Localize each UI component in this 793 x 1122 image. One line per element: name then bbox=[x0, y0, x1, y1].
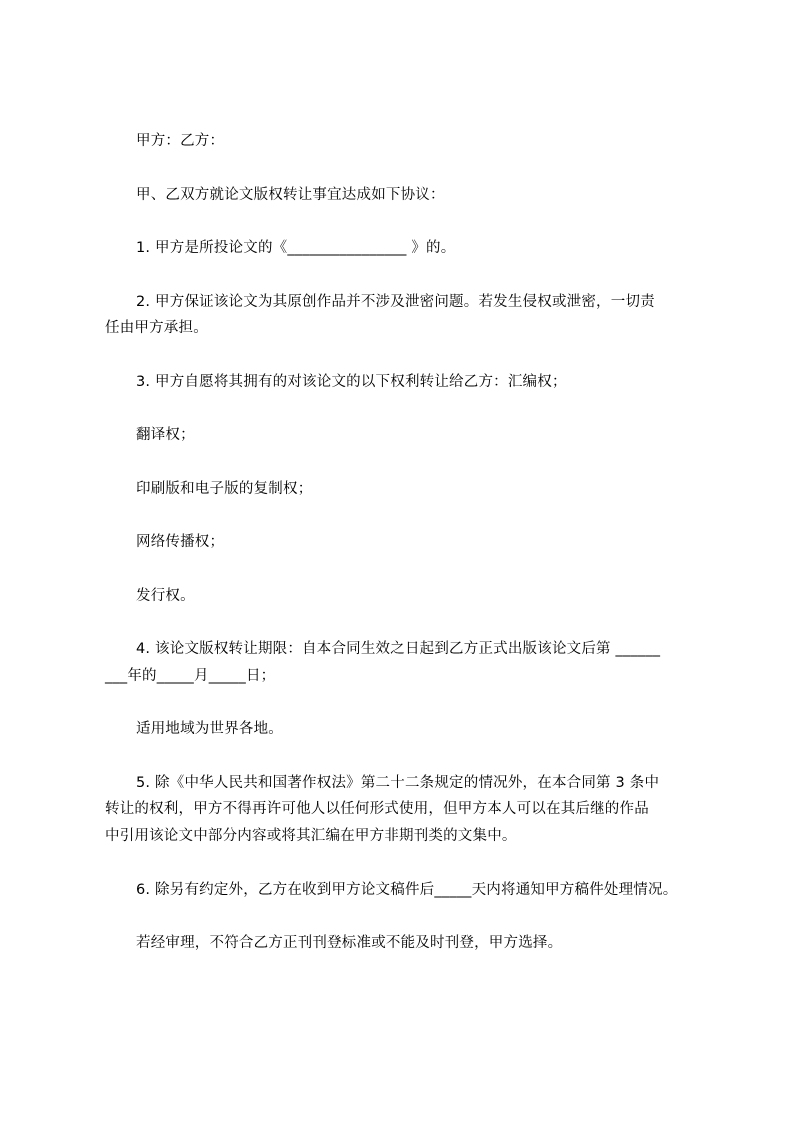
right-distribution: 发行权。 bbox=[136, 588, 195, 604]
clause-2-line-2: 任由甲方承担。 bbox=[105, 320, 208, 336]
right-copy: 印刷版和电子版的复制权； bbox=[136, 481, 313, 497]
clause-2-line-1: 2. 甲方保证该论文为其原创作品并不涉及泄密问题。若发生侵权或泄密，一切责 bbox=[136, 294, 655, 310]
clause-1: 1. 甲方是所投论文的《________________ 》的。 bbox=[136, 240, 456, 256]
right-network: 网络传播权； bbox=[136, 534, 225, 550]
intro-line: 甲、乙双方就论文版权转让事宜达成如下协议： bbox=[136, 187, 445, 203]
clause-5-line-2: 转让的权利，甲方不得再许可他人以任何形式使用，但甲方本人可以在其后继的作品 bbox=[105, 801, 649, 817]
clause-4-line-1: 4. 该论文版权转让期限：自本合同生效之日起到乙方正式出版该论文后第 ______ bbox=[136, 641, 661, 657]
clause-4-line-2: ___年的_____月_____日； bbox=[105, 668, 276, 684]
clause-5-line-3: 中引用该论文中部分内容或将其汇编在甲方非期刊类的文集中。 bbox=[105, 828, 517, 844]
clause-5-line-1: 5. 除《中华人民共和国著作权法》第二十二条规定的情况外，在本合同第 3 条中 bbox=[136, 775, 660, 791]
right-translation: 翻译权； bbox=[136, 427, 195, 443]
territory-line: 适用地域为世界各地。 bbox=[136, 721, 283, 737]
review-line: 若经审理，不符合乙方正刊刊登标准或不能及时刊登，甲方选择。 bbox=[136, 935, 563, 951]
clause-6: 6. 除另有约定外，乙方在收到甲方论文稿件后_____天内将通知甲方稿件处理情况。 bbox=[136, 882, 678, 898]
parties-line: 甲方：乙方： bbox=[136, 133, 225, 149]
clause-3: 3. 甲方自愿将其拥有的对该论文的以下权利转让给乙方：汇编权； bbox=[136, 374, 567, 390]
